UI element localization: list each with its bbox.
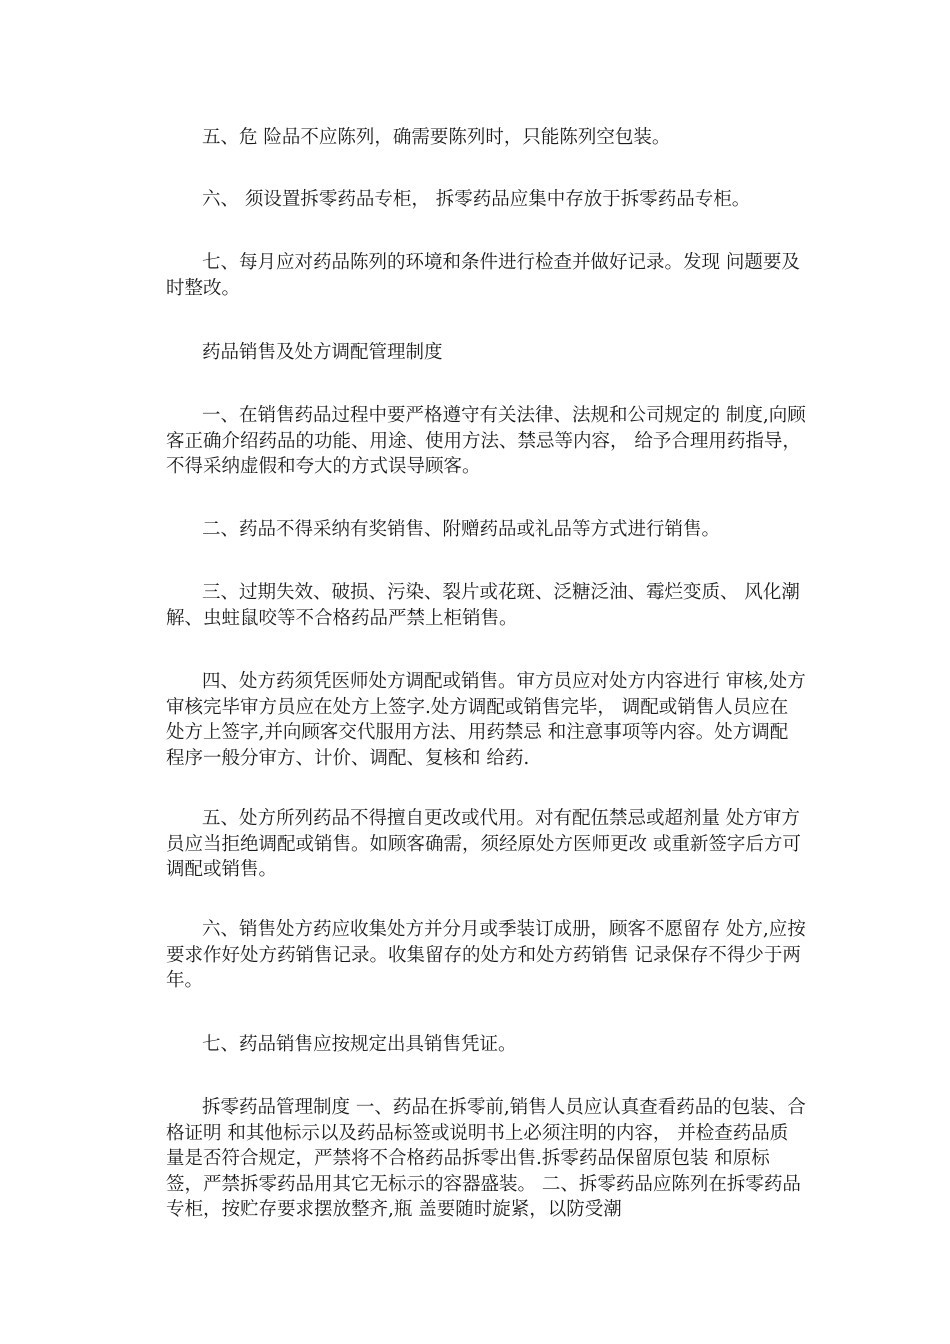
- paragraph-prescription-records: 六、销售处方药应收集处方并分月或季装订成册，顾客不愿留存 处方,应按要求作好处方药销售记录。收集留存的处方和处方药销售 记录保存不得少于两年。: [166, 919, 806, 991]
- paragraph-sales-receipt: 七、药品销售应按规定出具销售凭证。: [202, 1034, 517, 1055]
- paragraph-split-drug-management: 拆零药品管理制度 一、药品在拆零前,销售人员应认真查看药品的包装、合格证明 和其他标示以及药品标签或说明书上必须注明的内容， 并检查药品质 量是否符合规定，严禁将不合格药品拆零出售.拆零药品保留原包装 和原标签，严禁拆零药品用其它无标示的容器盛装。 二、拆零药品应陈列在拆零药品专柜，按贮存要求摆放整齐,瓶 盖要随时旋紧，以防受潮: [166, 1097, 806, 1220]
- paragraph-monthly-inspection: 七、每月应对药品陈列的环境和条件进行检查并做好记录。发现 问题要及时整改。: [166, 252, 800, 299]
- paragraph-hazardous-display: 五、危 险品不应陈列，确需要陈列时，只能陈列空包装。: [202, 127, 671, 148]
- paragraph-sales-law: 一、在销售药品过程中要严格遵守有关法律、法规和公司规定的 制度,向顾客正确介绍药品的功能、用途、使用方法、禁忌等内容， 给予合理用药指导，不得采纳虚假和夸大的方式误导顾客。: [166, 405, 806, 477]
- section-heading-sales-prescription: 药品销售及处方调配管理制度: [202, 342, 443, 363]
- paragraph-no-substitution: 五、处方所列药品不得擅自更改或代用。对有配伍禁忌或超剂量 处方审方员应当拒绝调配或销售。如顾客确需，须经原处方医师更改 或重新签字后方可调配或销售。: [166, 808, 801, 880]
- paragraph-defective-drugs: 三、过期失效、破损、污染、裂片或花斑、泛糖泛油、霉烂变质、 风化潮解、虫蛀鼠咬等不合格药品严禁上柜销售。: [166, 582, 800, 629]
- paragraph-prescription-dispensing: 四、处方药须凭医师处方调配或销售。审方员应对处方内容进行 审核,处方审核完毕审方员应在处方上签字.处方调配或销售完毕， 调配或销售人员应在处方上签字,并向顾客交代服用方法、用药禁忌 和注意事项等内容。处方调配程序一般分审方、计价、调配、复核和 给药.: [166, 671, 806, 769]
- paragraph-split-cabinet: 六、 须设置拆零药品专柜， 拆零药品应集中存放于拆零药品专柜。: [202, 189, 751, 210]
- paragraph-no-prize-sales: 二、药品不得采纳有奖销售、附赠药品或礼品等方式进行销售。: [202, 519, 721, 540]
